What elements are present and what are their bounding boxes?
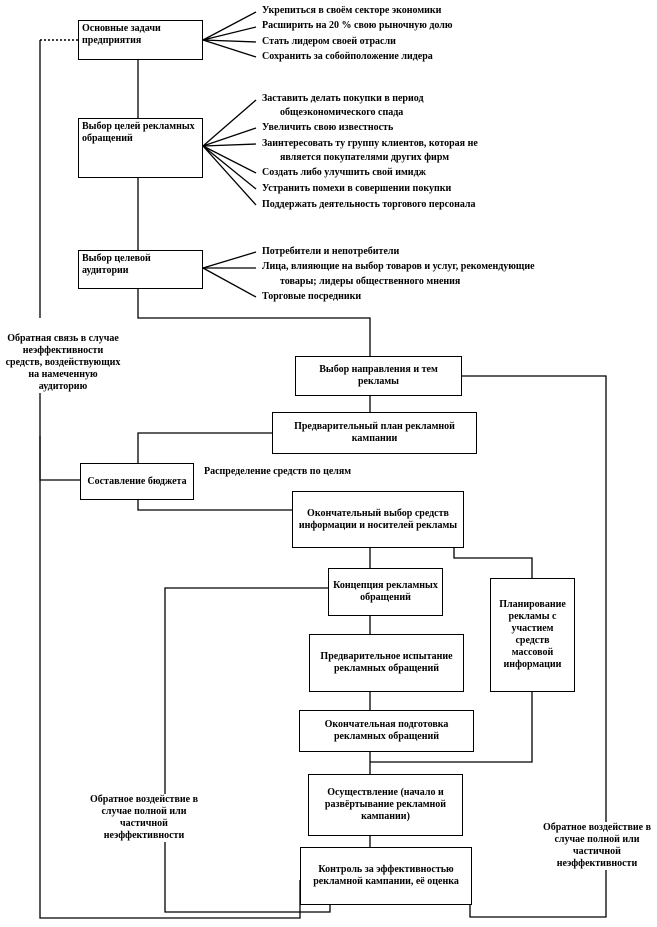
- box-budget: Составление бюджета: [80, 463, 194, 500]
- branch-goals-2: Увеличить свою известность: [262, 122, 394, 133]
- branch-audience-3: Торговые посредники: [262, 291, 362, 302]
- label-budget-distribution: Распределение средств по целям: [204, 466, 352, 477]
- label-feedback-audience: Обратная связь в случае неэффективности средств, воздействующих на намеченную аудиторию: [5, 333, 121, 392]
- box-final-prep: Окончательная подготовка рекламных обращений: [299, 710, 474, 752]
- box-goals: Выбор целей рекламных обращений: [78, 118, 203, 178]
- box-implementation: Осуществление (начало и развёртывание рекламной кампании): [308, 774, 463, 836]
- label-feedback-left: Обратное воздействие в случае полной или частичной неэффективности: [88, 794, 200, 842]
- box-mass-media-planning: Планирование рекламы с участием средств массовой информации: [490, 578, 575, 692]
- branch-audience-2: товары; лидеры общественного мнения: [280, 276, 461, 287]
- box-control: Контроль за эффективностью рекламной кампании, её оценка: [300, 847, 472, 905]
- branch-goals-6: Устранить помехи в совершении покупки: [262, 183, 452, 194]
- branch-goals-3: Заинтересовать ту группу клиентов, которая не: [262, 138, 478, 149]
- box-prelim-plan: Предварительный план рекламной кампании: [272, 412, 477, 454]
- branch-main-tasks-2: Стать лидером своей отрасли: [262, 36, 396, 47]
- branch-main-tasks-0: Укрепиться в своём секторе экономики: [262, 5, 442, 16]
- branch-goals-1: общеэкономического спада: [280, 107, 404, 118]
- box-direction: Выбор направления и тем рекламы: [295, 356, 462, 396]
- box-main-tasks: Основные задачи предприятия: [78, 20, 203, 60]
- box-concept: Концепция рекламных обращений: [328, 568, 443, 616]
- label-feedback-right: Обратное воздействие в случае полной или частичной неэффективности: [541, 822, 653, 870]
- branch-goals-0: Заставить делать покупки в период: [262, 93, 424, 104]
- box-prelim-test: Предварительное испытание рекламных обращений: [309, 634, 464, 692]
- branch-main-tasks-1: Расширить на 20 % свою рыночную долю: [262, 20, 453, 31]
- box-audience: Выбор целевой аудитории: [78, 250, 203, 289]
- branch-audience-1: Лица, влияющие на выбор товаров и услуг, рекомендующие: [262, 261, 535, 272]
- branch-main-tasks-3: Сохранить за собойположение лидера: [262, 51, 433, 62]
- branch-goals-4: является покупателями других фирм: [280, 152, 450, 163]
- branch-goals-5: Создать либо улучшить свой имидж: [262, 167, 426, 178]
- branch-audience-0: Потребители и непотребители: [262, 246, 400, 257]
- box-media-choice: Окончательный выбор средств информации и носителей рекламы: [292, 491, 464, 548]
- branch-goals-7: Поддержать деятельность торгового персонала: [262, 199, 476, 210]
